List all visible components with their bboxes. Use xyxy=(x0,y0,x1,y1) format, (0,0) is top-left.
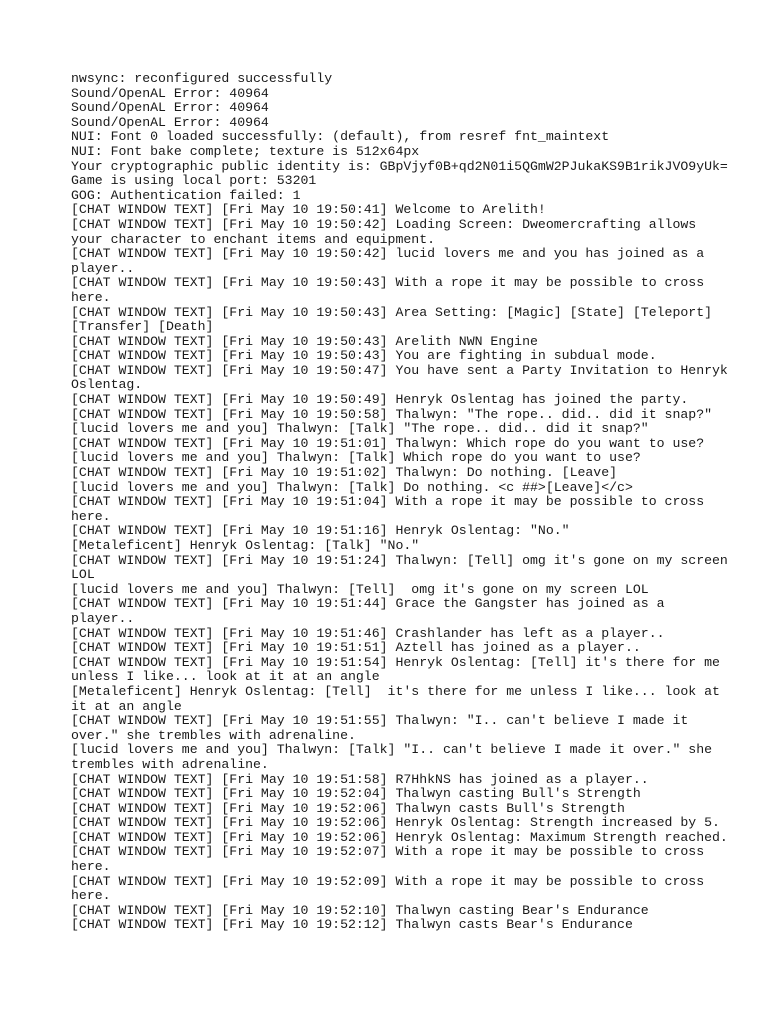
log-line: player.. xyxy=(71,260,135,276)
log-line: [CHAT WINDOW TEXT] [Fri May 10 19:51:02] Thalwyn: Do nothing. [Leave] xyxy=(71,465,618,481)
log-line: your character to enchant items and equipment. xyxy=(71,231,436,247)
log-line: [CHAT WINDOW TEXT] [Fri May 10 19:50:42] Loading Screen: Dweomercrafting allows xyxy=(71,216,697,232)
log-line: [CHAT WINDOW TEXT] [Fri May 10 19:50:41] Welcome to Arelith! xyxy=(71,202,546,218)
log-line: [lucid lovers me and you] Thalwyn: [Tell] omg it's gone on my screen LOL xyxy=(71,581,649,597)
log-line: player.. xyxy=(71,610,135,626)
log-line: [CHAT WINDOW TEXT] [Fri May 10 19:51:01] Thalwyn: Which rope do you want to use? xyxy=(71,435,705,451)
log-line: [lucid lovers me and you] Thalwyn: [Talk] "I.. can't believe I made it over." she xyxy=(71,742,713,758)
log-line: [lucid lovers me and you] Thalwyn: [Talk] Do nothing. <c ##>[Leave]</c> xyxy=(71,479,633,495)
log-line: [Metaleficent] Henryk Oslentag: [Tell] it's there for me unless I like... look at xyxy=(71,683,720,699)
log-line: GOG: Authentication failed: 1 xyxy=(71,187,301,203)
log-line: [lucid lovers me and you] Thalwyn: [Talk] Which rope do you want to use? xyxy=(71,450,641,466)
log-line: trembles with adrenaline. xyxy=(71,756,269,772)
log-line: [Transfer] [Death] xyxy=(71,319,214,335)
log-line: [CHAT WINDOW TEXT] [Fri May 10 19:50:58] Thalwyn: "The rope.. did.. did it snap?" xyxy=(71,406,713,422)
log-line: here. xyxy=(71,289,111,305)
log-line: [CHAT WINDOW TEXT] [Fri May 10 19:50:42] lucid lovers me and you has joined as a xyxy=(71,246,705,262)
log-line: [CHAT WINDOW TEXT] [Fri May 10 19:52:10] Thalwyn casting Bear's Endurance xyxy=(71,902,649,918)
log-line: NUI: Font bake complete; texture is 512x64px xyxy=(71,143,420,159)
log-line: [Metaleficent] Henryk Oslentag: [Talk] "No." xyxy=(71,538,420,553)
log-line: [lucid lovers me and you] Thalwyn: [Talk] "The rope.. did.. did it snap?" xyxy=(71,421,649,437)
log-line: [CHAT WINDOW TEXT] [Fri May 10 19:51:46] Crashlander has left as a player.. xyxy=(71,625,665,641)
log-line: here. xyxy=(71,888,111,904)
log-line: [CHAT WINDOW TEXT] [Fri May 10 19:50:43] With a rope it may be possible to cross xyxy=(71,275,705,291)
log-line: here. xyxy=(71,859,111,875)
log-line: [CHAT WINDOW TEXT] [Fri May 10 19:51:24] Thalwyn: [Tell] omg it's gone on my screen xyxy=(71,552,728,568)
log-line: Game is using local port: 53201 xyxy=(71,173,317,189)
log-line: Sound/OpenAL Error: 40964 xyxy=(71,114,269,130)
log-line: over." she trembles with adrenaline. xyxy=(71,727,356,743)
log-line: [CHAT WINDOW TEXT] [Fri May 10 19:52:12] Thalwyn casts Bear's Endurance xyxy=(71,917,633,933)
log-line: [CHAT WINDOW TEXT] [Fri May 10 19:50:43] Area Setting: [Magic] [State] [Teleport] xyxy=(71,304,713,320)
log-line: it at an angle xyxy=(71,698,182,714)
log-line: [CHAT WINDOW TEXT] [Fri May 10 19:51:58] R7HhkNS has joined as a player.. xyxy=(71,771,649,787)
log-line: [CHAT WINDOW TEXT] [Fri May 10 19:52:09] With a rope it may be possible to cross xyxy=(71,873,705,889)
log-line: [CHAT WINDOW TEXT] [Fri May 10 19:51:04] With a rope it may be possible to cross xyxy=(71,494,705,510)
log-line: nwsync: reconfigured successfully xyxy=(71,71,333,86)
log-line: [CHAT WINDOW TEXT] [Fri May 10 19:51:44] Grace the Gangster has joined as a xyxy=(71,596,665,612)
log-line: here. xyxy=(71,508,111,524)
log-line: NUI: Font 0 loaded successfully: (default), from resref fnt_maintext xyxy=(71,129,610,145)
log-line: [CHAT WINDOW TEXT] [Fri May 10 19:51:54] Henryk Oslentag: [Tell] it's there for me xyxy=(71,654,720,670)
log-line: [CHAT WINDOW TEXT] [Fri May 10 19:52:07] With a rope it may be possible to cross xyxy=(71,844,705,860)
log-line: [CHAT WINDOW TEXT] [Fri May 10 19:50:49] Henryk Oslentag has joined the party. xyxy=(71,392,689,408)
log-line: Sound/OpenAL Error: 40964 xyxy=(71,85,269,101)
log-line: [CHAT WINDOW TEXT] [Fri May 10 19:52:04] Thalwyn casting Bull's Strength xyxy=(71,786,641,802)
log-line: [CHAT WINDOW TEXT] [Fri May 10 19:52:06] Henryk Oslentag: Strength increased by 5. xyxy=(71,815,720,831)
log-line: Sound/OpenAL Error: 40964 xyxy=(71,100,269,116)
log-line: unless I like... look at it at an angle xyxy=(71,669,380,685)
log-line: Oslentag. xyxy=(71,377,143,393)
log-line: [CHAT WINDOW TEXT] [Fri May 10 19:52:06] Henryk Oslentag: Maximum Strength reached. xyxy=(71,829,728,845)
log-line: Your cryptographic public identity is: GBpVjyf0B+qd2N01i5QGmW2PJukaKS9B1rikJVO9yUk= xyxy=(71,158,728,174)
log-line: LOL xyxy=(71,567,95,583)
log-line: [CHAT WINDOW TEXT] [Fri May 10 19:50:43] You are fighting in subdual mode. xyxy=(71,348,657,364)
log-line: [CHAT WINDOW TEXT] [Fri May 10 19:52:06] Thalwyn casts Bull's Strength xyxy=(71,800,625,816)
log-text xyxy=(71,71,728,933)
log-line: [CHAT WINDOW TEXT] [Fri May 10 19:51:51] Aztell has joined as a player.. xyxy=(71,640,641,656)
log-line: [CHAT WINDOW TEXT] [Fri May 10 19:51:55] Thalwyn: "I.. can't believe I made it xyxy=(71,713,689,729)
log-line: [CHAT WINDOW TEXT] [Fri May 10 19:51:16] Henryk Oslentag: "No." xyxy=(71,523,570,539)
log-line: [CHAT WINDOW TEXT] [Fri May 10 19:50:43] Arelith NWN Engine xyxy=(71,333,538,349)
log-line: [CHAT WINDOW TEXT] [Fri May 10 19:50:47] You have sent a Party Invitation to Henryk xyxy=(71,362,728,378)
